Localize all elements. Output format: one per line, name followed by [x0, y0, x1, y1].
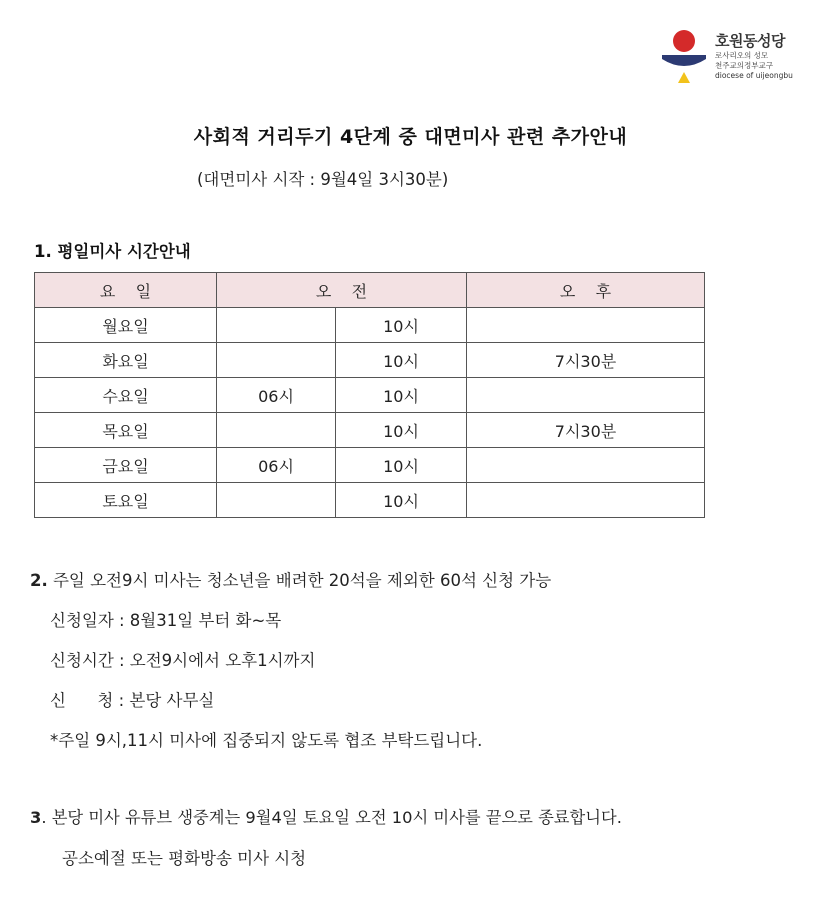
- cell-day: 목요일: [35, 413, 217, 448]
- cell-am-early: [217, 343, 336, 378]
- cell-day: 화요일: [35, 343, 217, 378]
- cell-am-early: [217, 413, 336, 448]
- cell-am-early: 06시: [217, 378, 336, 413]
- section3-heading: [30, 804, 622, 828]
- cell-pm: [467, 483, 705, 518]
- logo-subtitle: 로사리오의 성모: [715, 51, 769, 60]
- apply-time: 신청시간 : 오전9시에서 오후1시까지: [50, 651, 316, 670]
- section3-text: . 본당 미사 유튜브 생중계는 9월4일 토요일 오전 10시 미사를 끝으로 종료합니다.: [41, 808, 622, 827]
- section2-text: 주일 오전9시 미사는 청소년을 배려한 20석을 제외한 60석 신청 가능: [47, 571, 552, 590]
- cell-pm: [467, 308, 705, 343]
- parish-emblem-icon: [660, 28, 710, 88]
- table-header-row: [35, 273, 705, 308]
- apply-date: 신청일자 : 8월31일 부터 화~목: [50, 611, 282, 630]
- weekday-mass-table: [34, 272, 705, 518]
- cell-pm: 7시30분: [467, 343, 705, 378]
- header-day: 요 일: [35, 273, 217, 308]
- cell-am-early: [217, 483, 336, 518]
- cell-am-early: [217, 308, 336, 343]
- cell-day: 수요일: [35, 378, 217, 413]
- cell-am: 10시: [336, 343, 467, 378]
- parish-logo: [660, 28, 810, 90]
- cooperation-note: *주일 9시,11시 미사에 집중되지 않도록 협조 부탁드립니다.: [50, 731, 483, 750]
- document-subtitle: (대면미사 시작 : 9월4일 3시30분): [197, 170, 449, 189]
- cell-am: 10시: [336, 483, 467, 518]
- section3-number: 3: [30, 808, 42, 827]
- table-row: [35, 308, 705, 343]
- document-title: 사회적 거리두기 4단계 중 대면미사 관련 추가안내: [193, 126, 628, 148]
- table-row: [35, 343, 705, 378]
- cell-day: 토요일: [35, 483, 217, 518]
- header-pm: 오 후: [467, 273, 705, 308]
- logo-diocese-en: diocese of uijeongbu: [715, 71, 793, 80]
- cell-pm: 7시30분: [467, 413, 705, 448]
- cell-day: 금요일: [35, 448, 217, 483]
- apply-place: 신 청 : 본당 사무실: [50, 691, 215, 710]
- cell-am: 10시: [336, 413, 467, 448]
- cell-am: 10시: [336, 378, 467, 413]
- table-row: [35, 378, 705, 413]
- cell-am: 10시: [336, 448, 467, 483]
- cell-pm: [467, 448, 705, 483]
- header-am: 오 전: [217, 273, 467, 308]
- cell-am-early: 06시: [217, 448, 336, 483]
- table-row: [35, 448, 705, 483]
- table-row: [35, 483, 705, 518]
- logo-diocese-kr: 천주교의정부교구: [715, 61, 773, 70]
- table-row: [35, 413, 705, 448]
- cell-am: 10시: [336, 308, 467, 343]
- cell-pm: [467, 378, 705, 413]
- section1-heading: 1. 평일미사 시간안내: [34, 242, 191, 261]
- cell-day: 월요일: [35, 308, 217, 343]
- logo-name: 호원동성당: [715, 32, 785, 50]
- section3-note: 공소예절 또는 평화방송 미사 시청: [62, 849, 307, 868]
- section2-heading: [30, 567, 551, 591]
- section2-number: 2.: [30, 571, 48, 590]
